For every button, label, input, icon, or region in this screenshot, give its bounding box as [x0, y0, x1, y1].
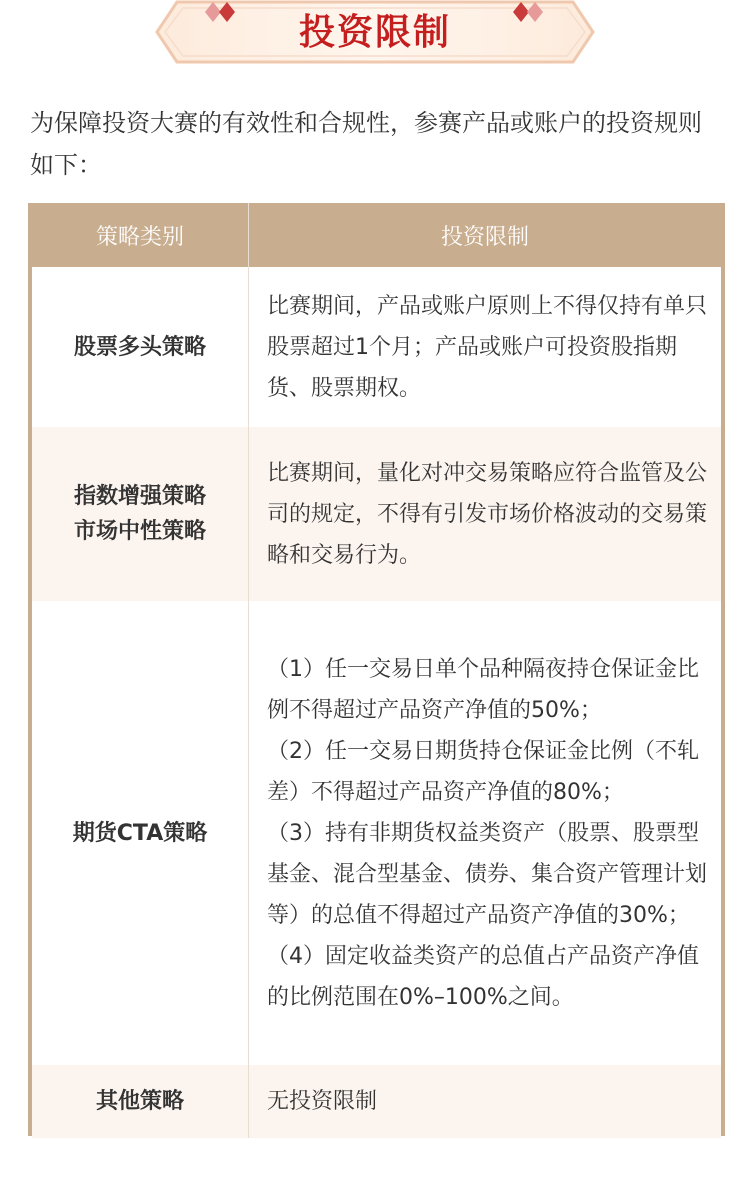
rule-text: （3）持有非期货权益类资产（股票、股票型基金、混合型基金、债券、集合资产管理计划等）的总值不得超过产品资产净值的30%；	[267, 820, 708, 928]
rule-text: 比赛期间，产品或账户原则上不得仅持有单只股票超过1个月；产品或账户可投资股指期货、股票期权。	[267, 293, 708, 401]
rule-text: 无投资限制	[267, 1089, 378, 1114]
header-category: 策略类别	[32, 203, 249, 267]
row-rule	[249, 427, 722, 601]
table-row	[32, 601, 721, 1065]
page-title: 投资限制	[298, 12, 451, 53]
rule-text: （1）任一交易日单个品种隔夜持仓保证金比例不得超过产品资产净值的50%；	[267, 656, 699, 723]
row-category	[32, 427, 249, 601]
row-category: 股票多头策略	[32, 267, 249, 427]
row-rule	[249, 1065, 722, 1138]
row-category: 其他策略	[32, 1065, 249, 1138]
table-row	[32, 1065, 721, 1138]
rules-table	[28, 203, 725, 1136]
row-rule	[249, 267, 722, 427]
header-restriction: 投资限制	[249, 203, 722, 267]
category-line: 指数增强策略	[73, 484, 206, 509]
rule-text: （2）任一交易日期货持仓保证金比例（不轧差）不得超过产品资产净值的80%；	[267, 738, 699, 805]
table-row	[32, 427, 721, 601]
table-header-row	[32, 203, 721, 267]
category-line: 市场中性策略	[73, 519, 206, 544]
row-rule	[249, 601, 722, 1065]
intro-paragraph: 为保障投资大赛的有效性和合规性，参赛产品或账户的投资规则如下：	[30, 109, 702, 179]
rule-text: （4）固定收益类资产的总值占产品资产净值的比例范围在0%–100%之间。	[267, 943, 699, 1010]
row-category: 期货CTA策略	[32, 601, 249, 1065]
rule-text: 比赛期间，量化对冲交易策略应符合监管及公司的规定，不得有引发市场价格波动的交易策略和交易行为。	[267, 460, 708, 568]
table-row	[32, 267, 721, 427]
title-banner	[155, 0, 595, 64]
